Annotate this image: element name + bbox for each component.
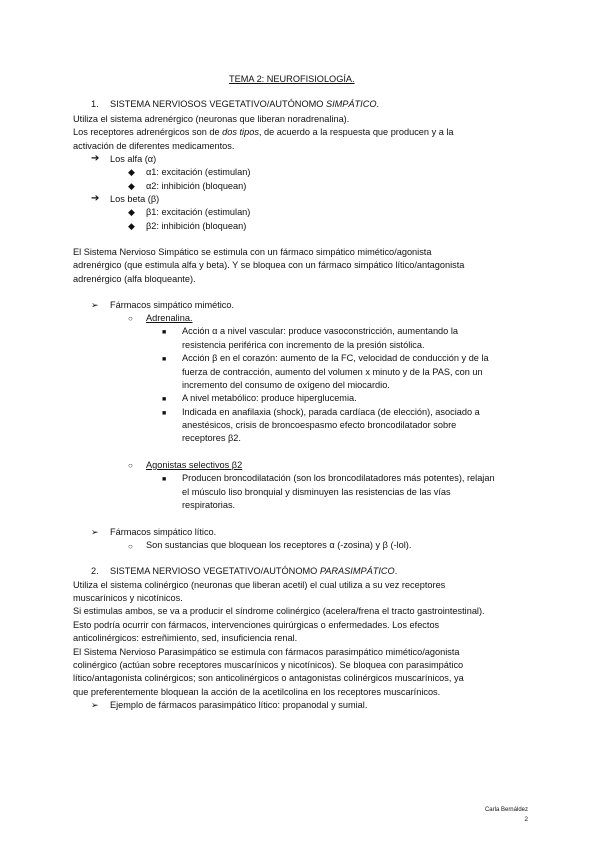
- section-1-heading: SISTEMA NERVIOSOS VEGETATIVO/AUTÓNOMO SIMPÁTICO.: [110, 99, 380, 109]
- footer-author: Carla Bernáldez: [484, 807, 528, 813]
- diamond-icon: ◆: [128, 221, 135, 231]
- adr-item-line: incremento del consumo de oxígeno del miocardio.: [182, 380, 390, 390]
- adr-item-line: Acción β en el corazón: aumento de la FC, velocidad de conducción y de la: [182, 353, 489, 363]
- ags-item-line: el músculo liso bronquial y disminuyen las resistencias de las vías: [182, 487, 451, 497]
- s2-line: Utiliza el sistema colinérgico (neuronas que liberan acetil) el cual utiliza a su vez receptores: [73, 580, 446, 590]
- square-icon: ■: [162, 396, 167, 403]
- agonistas-heading: Agonistas selectivos β2: [146, 460, 243, 470]
- arrowhead-icon: ➢: [91, 527, 99, 537]
- alfa-2: α2: inhibición (bloquean): [146, 181, 247, 191]
- square-icon: ■: [162, 476, 167, 483]
- s1-para-3: adrenérgico (alfa bloqueante).: [73, 274, 196, 284]
- adr-item-line: Indicada en anafilaxia (shock), parada cardíaca (de elección), asociado a: [182, 407, 480, 417]
- farmacos-mimetico: Fármacos simpático mimético.: [110, 300, 235, 310]
- diamond-icon: ◆: [128, 181, 135, 191]
- s2-line: muscarínicos y nicotínicos.: [73, 593, 183, 603]
- adr-item-line: anestésicos, crisis de broncoespasmo efecto broncodilatador sobre: [182, 420, 457, 430]
- ags-item-line: respiratorias.: [182, 500, 236, 510]
- beta-2: β2: inhibición (bloquean): [146, 221, 247, 231]
- s2-line: que preferentemente bloquean la acción de la acetilcolina en los receptores muscarínicos.: [73, 687, 441, 697]
- square-icon: ■: [162, 329, 167, 336]
- beta-1: β1: excitación (estimulan): [146, 207, 251, 217]
- farmacos-litico-item: Son sustancias que bloquean los receptores α (-zosina) y β (-lol).: [146, 540, 412, 550]
- adr-item-line: resistencia periférica con incremento de la presión sistólica.: [182, 340, 425, 350]
- circle-icon: ○: [128, 314, 133, 323]
- s2-line: lítico/antagonista colinérgicos; son anticolinérgicos o antagonistas colinérgicos muscarínicos, ya: [73, 673, 464, 683]
- s1-line-2: Los receptores adrenérgicos son de dos tipos, de acuerdo a la respuesta que producen y a la: [73, 127, 454, 137]
- page-number: 2: [524, 816, 528, 823]
- adr-item-line: receptores β2.: [182, 433, 241, 443]
- ags-item-line: Producen broncodilatación (son los broncodilatadores más potentes), relajan: [182, 473, 495, 483]
- page-title: TEMA 2: NEUROFISIOLOGÍA.: [229, 74, 355, 84]
- alfa-item: Los alfa (α): [110, 154, 157, 164]
- section-2-number: 2.: [91, 566, 99, 576]
- diamond-icon: ◆: [128, 207, 135, 217]
- s2-line: anticolinérgicos: estreñimiento, sed, insuficiencia renal.: [73, 633, 298, 643]
- alfa-1: α1: excitación (estimulan): [146, 167, 251, 177]
- s2-line: Esto podría ocurrir con fármacos, intervenciones quirúrgicas o enfermedades. Los efectos: [73, 620, 440, 630]
- s1-line-1: Utiliza el sistema adrenérgico (neuronas que liberan noradrenalina).: [73, 114, 350, 124]
- arrowhead-icon: ➢: [91, 700, 99, 710]
- square-icon: ■: [162, 356, 167, 363]
- farmacos-litico: Fármacos simpático lítico.: [110, 527, 217, 537]
- adr-item-line: fuerza de contracción, aumento del volumen x minuto y de la PAS, con un: [182, 367, 483, 377]
- s2-line: colinérgico (actúan sobre receptores muscarínicos y nicotínicos). Se bloquea con parasimpático: [73, 660, 464, 670]
- section-2-heading: SISTEMA NERVIOSO VEGETATIVO/AUTÓNOMO PARASIMPÁTICO.: [110, 566, 398, 576]
- adr-item-line: A nivel metabólico: produce hiperglucemia.: [182, 393, 357, 403]
- s2-line: Si estimulas ambos, se va a producir el síndrome colinérgico (acelera/frena el tracto gastrointestinal).: [73, 606, 485, 616]
- arrowhead-icon: ➢: [91, 300, 99, 310]
- ejemplo-farmacos: Ejemplo de fármacos parasimpático lítico: propanodal y sumial.: [110, 700, 368, 710]
- diamond-icon: ◆: [128, 167, 135, 177]
- adrenalina-heading: Adrenalina.: [146, 313, 193, 323]
- adr-item-line: Acción α a nivel vascular: produce vasoconstricción, aumentando la: [182, 326, 458, 336]
- circle-icon: ○: [128, 461, 133, 470]
- s2-line: El Sistema Nervioso Parasimpático se estimula con fármacos parasimpático mimético/agonista: [73, 647, 460, 657]
- s1-para-1: El Sistema Nervioso Simpático se estimula con un fármaco simpático mimético/agonista: [73, 247, 432, 257]
- beta-item: Los beta (β): [110, 194, 160, 204]
- arrow-icon: ➔: [91, 193, 100, 204]
- s1-line-3: activación de diferentes medicamentos.: [73, 141, 235, 151]
- s1-para-2: adrenérgico (que estimula alfa y beta). Y se bloquea con un fármaco simpático lítico/antagonista: [73, 260, 465, 270]
- arrow-icon: ➔: [91, 153, 100, 164]
- section-1-number: 1.: [91, 99, 99, 109]
- square-icon: ■: [162, 410, 167, 417]
- circle-icon: ○: [128, 542, 133, 551]
